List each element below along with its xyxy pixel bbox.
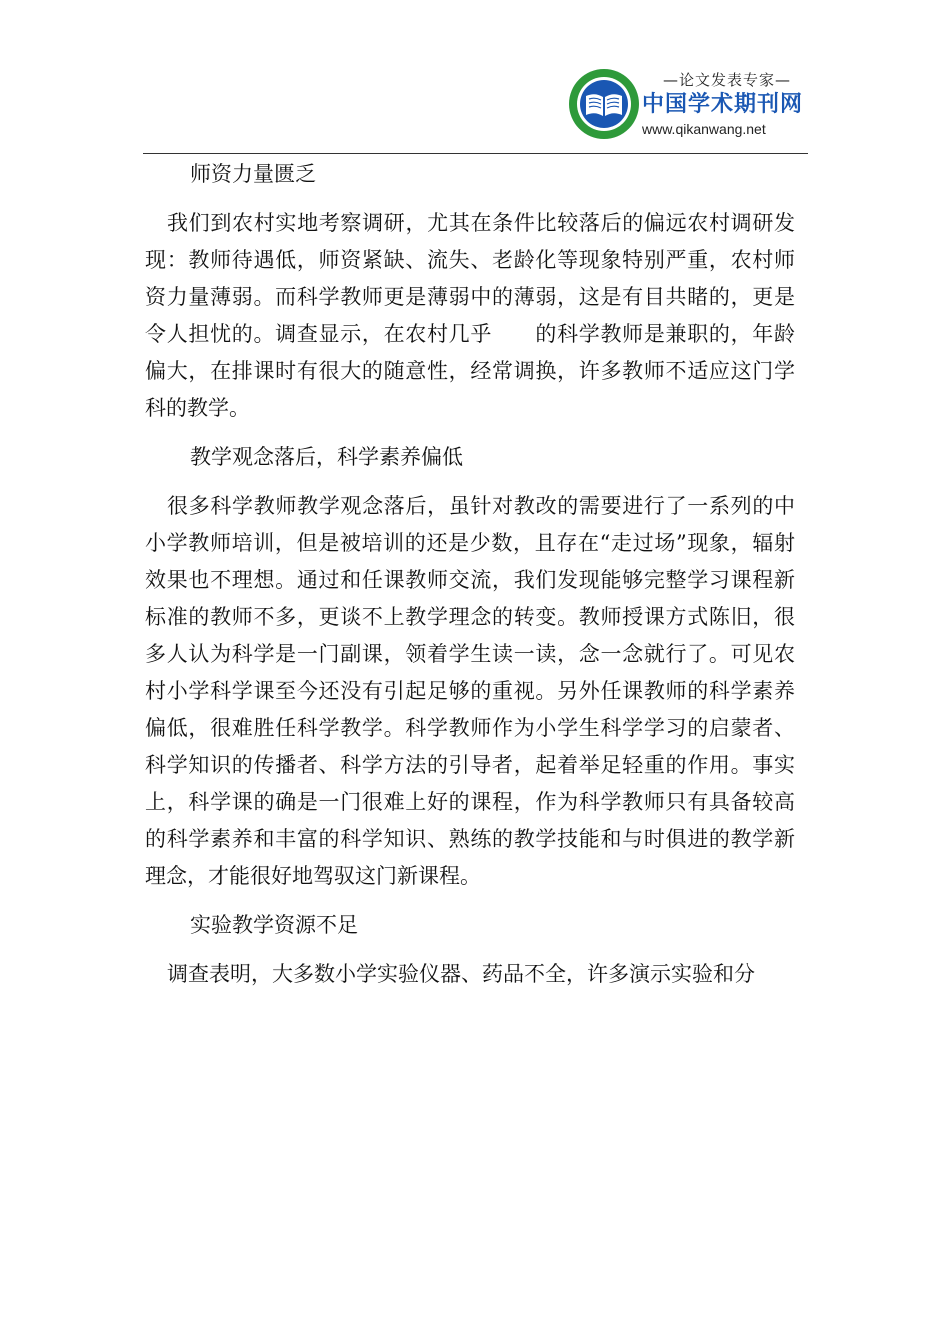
logo-book-icon [568, 68, 640, 140]
site-url: www.qikanwang.net [642, 121, 766, 137]
section-heading: 教学观念落后，科学素养偏低 [190, 445, 463, 469]
site-slogan: —论文发表专家— [662, 71, 791, 89]
section-paragraph: 很多科学教师教学观念落后，虽针对教改的需要进行了一系列的中小学教师培训，但是被培训的还是少数，且存在“走过场”现象，辐射效果也不理想。通过和任课教师交流，我们发现能够完整学习课程新标准的教师不多，更谈不上教学理念的转变。教师授课方式陈旧，很多人认为科学是一门副课，领着学生读一读，念一念就行了。可见农村小学科学课至今还没有引起足够的重视。另外任课教师的科学素养偏低，很难胜任科学教学。科学教师作为小学生科学学习的启蒙者、科学知识的传播者、科学方法的引导者，起着举足轻重的作用。事实上，科学课的确是一门很难上好的课程，作为科学教师只有具备较高的科学素养和丰富的科学知识、熟练的教学技能和与时俱进的教学新理念，才能很好地驾驭这门新课程。 [145, 494, 795, 888]
section-heading: 实验教学资源不足 [190, 913, 358, 937]
site-name: 中国学术期刊网 [642, 92, 804, 117]
document-body [145, 156, 795, 1005]
section-paragraph: 我们到农村实地考察调研，尤其在条件比较落后的偏远农村调研发现：教师待遇低，师资紧缺、流失、老龄化等现象特别严重，农村师资力量薄弱。而科学教师更是薄弱中的薄弱，这是有目共睹的，更是令人担忧的。调查显示，在农村几乎 的科学教师是兼职的，年龄偏大，在排课时有很大的随意性，经常调换，许多教师不适应这门学科的教学。 [145, 211, 795, 420]
logo-text [642, 70, 812, 138]
section-paragraph: 调查表明，大多数小学实验仪器、药品不全，许多演示实验和分 [167, 962, 755, 986]
section-heading: 师资力量匮乏 [190, 162, 316, 186]
header-divider [143, 153, 808, 154]
site-header [568, 68, 808, 142]
